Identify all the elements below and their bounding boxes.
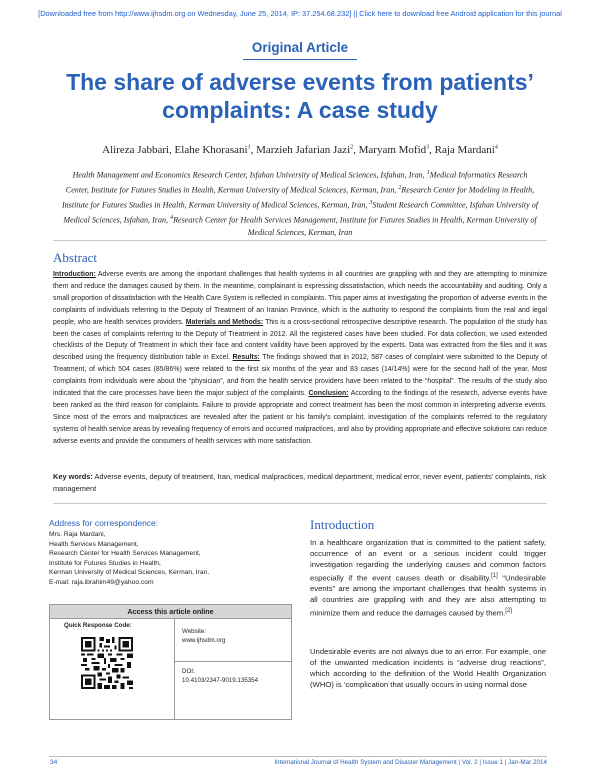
author-list — [0, 144, 600, 156]
author-names-4: , Raja Mardani — [429, 144, 495, 156]
correspondence-line: Health Services Management, — [49, 540, 139, 548]
correspondence-line: Institute for Futures Studies in Health, — [49, 559, 161, 567]
affiliation-sup-4: 4 — [170, 215, 174, 222]
introduction-heading: Introduction — [310, 517, 375, 532]
doi-link[interactable]: 10.4103/2347-9019.135354 — [182, 677, 259, 685]
abstract-body — [53, 269, 547, 448]
keywords-label: Key words: — [53, 472, 93, 481]
abstract-intro-text: Adverse events are among the important challenges that health systems in all countries are grappling with and they are attempting to minimize them and reduce the damages caused by them. In the meantime, complainant is expressing dissatisfaction, which needs the accountability and auditing. Only a small proportion of dissatisfaction with the Health Care System is reflected in complaints. This paper aims at investigating the proportion of adverse events in the complaints of individuals referring to the Deputy of Treatment of an Iranian Province, which is the authority to respond the complaints from the real and legal people, who are health services providers. — [53, 271, 547, 326]
footer-divider — [49, 756, 547, 757]
journal-footer: International Journal of Health System and Disaster Management | Vol. 2 | Issue 1 | Jan-Mar 2014 — [274, 759, 547, 766]
article-title: The share of adverse events from patients’ complaints: A case study — [66, 69, 534, 123]
abstract-conclusion-label: Conclusion: — [308, 390, 349, 398]
correspondence-box — [49, 518, 289, 588]
website-label: Website: — [182, 628, 206, 635]
affiliation-sup-3: 3 — [369, 200, 373, 207]
affiliation-2: Medical Informatics Research Center, Institute for Futures Studies in Health, Kerman University of Medical Sciences, Kerman, Iran, — [65, 170, 528, 195]
affiliation-sup-2: 2 — [398, 185, 402, 192]
affiliation-1: Health Management and Economics Research Center, Isfahan University of Medical Sciences, Isfahan, Iran, — [72, 170, 427, 180]
abstract-heading: Abstract — [53, 250, 98, 265]
correspondence-line: Mrs. Raja Mardani, — [49, 531, 106, 538]
affiliation-4: Student Research Committee, Isfahan University of Medical Sciences, Isfahan, Iran, — [63, 200, 539, 225]
qr-code-icon[interactable] — [81, 637, 133, 689]
author-sup-2: 2 — [350, 144, 354, 151]
author-sup-3: 3 — [426, 144, 430, 151]
article-type: Original Article — [251, 40, 349, 55]
abstract-methods-label: Materials and Methods: — [185, 318, 264, 326]
intro-p1-text-a: In a healthcare organization that is committed to the patient safety, occurrence of an event or a serious incident could trigger investigation regarding the underlying causes and common factors especially if the event causes death or disability. — [310, 538, 546, 583]
qr-cell — [50, 619, 175, 719]
download-banner-link[interactable]: [Downloaded free from http://www.ijhsdm.org on Wednesday, June 25, 2014, IP: 37.254.68.232] || Click here to download free Android application for this journal — [38, 9, 562, 18]
website-link[interactable]: www.ijhsdm.org — [182, 637, 226, 645]
introduction-paragraph-1 — [310, 538, 546, 620]
article-type-underline — [243, 59, 357, 60]
introduction-paragraph-2: Undesirable events are not always due to an error. For example, one of the unwanted medication incidents is “adverse drug reactions”, which according to the definition of the World Health Organization (WHO) is ‘complication that usually occurs in using normal dose — [310, 647, 546, 689]
correspondence-heading: Address for correspondence: — [49, 518, 159, 528]
website-block — [182, 627, 225, 646]
correspondence-line: Research Center for Health Services Management, — [49, 550, 201, 558]
qr-label: Quick Response Code: — [64, 622, 132, 629]
affiliations — [60, 167, 540, 240]
correspondence-line: Kerman University of Medical Sciences, Kerman, Iran. — [49, 569, 210, 577]
access-article-box — [49, 604, 292, 720]
correspondence-email[interactable]: E-mail: raja.ibrahim49@yahoo.com — [49, 578, 154, 586]
page-number: 34 — [50, 759, 58, 766]
abstract-results-label: Results: — [232, 354, 260, 362]
affiliation-5: Research Center for Health Services Management, Institute for Futures Studies in Health, Kerman University of Medical Sciences, Kerman, Iran — [173, 215, 537, 238]
keywords-text: Adverse events, deputy of treatment, Iran, medical malpractices, medical department, medical error, never event, patients’ complaints, risk management — [53, 472, 547, 493]
access-heading: Access this article online — [50, 605, 291, 619]
abstract-conclusion-text: According to the findings of the research, adverse events have been ranked as the third reason for complaints. Failure to provide appropriate and correct treatment has been the most common in interpreting adverse events. Since most of the errors and malpractices are revealed after the patient or his family’s complaint, investigation of the complaints referred to the regulatory systems of health service areas by revealing frequency of errors and occurred malpractices, and also by providing appropriate and effective solutions can reduce adverse events and provide the consumers of health services with more satisfaction. — [53, 390, 547, 445]
keywords — [53, 471, 547, 495]
keywords-divider — [53, 503, 547, 504]
doi-block — [182, 667, 258, 686]
author-names-1: Alireza Jabbari, Elahe Khorasani — [102, 144, 248, 156]
abstract-results-text: The findings showed that in 2012, 587 cases of complaint were submitted to the Deputy of Treatment, of which 504 cases (85/86%) were related to the first six months of the year and 83 cases (14/14%) were for the second half of the year. Most complaints from individuals were about the “physician”, and from the health service providers have been related to the “hospital”. The results of the study also indicated that the care processes have been the major subject of the complaints. — [53, 354, 547, 398]
author-sup-1: 1 — [247, 144, 251, 151]
intro-p1-text-b: “Undesirable events” are among the important challenges that health systems in all countries are grappling with and they are also attempting to minimize them and reduce the damages caused by them. — [310, 573, 546, 618]
abstract-intro-label: Introduction: — [53, 271, 96, 278]
author-names-3: , Maryam Mofid — [353, 144, 427, 156]
abstract-divider — [53, 240, 547, 241]
affiliation-3: Research Center for Modeling in Health, Institute for Futures Studies in Health, Kerman University of Medical Sciences, Kerman, Iran, — [61, 185, 535, 210]
citation-ref-2[interactable]: [2] — [505, 608, 512, 615]
affiliation-sup-1: 1 — [426, 170, 430, 176]
abstract-methods-text: This is a cross-sectional retrospective descriptive research. The population of the study has been the cases of complaints referring to the Deputy of Treatment in 2012. All the registered cases have been studied. For data collection, we used extended checklists of the Deputy of Treatment in which their face and content validity have been approved by the experts. Data was extracted from the files and it was described using the frequency distribution table in Excel. — [53, 318, 547, 362]
author-sup-4: 4 — [494, 144, 498, 151]
doi-label: DOI: — [182, 668, 195, 675]
citation-ref-1[interactable]: [1] — [491, 572, 498, 579]
access-divider — [175, 661, 291, 662]
author-names-2: , Marzieh Jafarian Jazi — [250, 144, 351, 156]
